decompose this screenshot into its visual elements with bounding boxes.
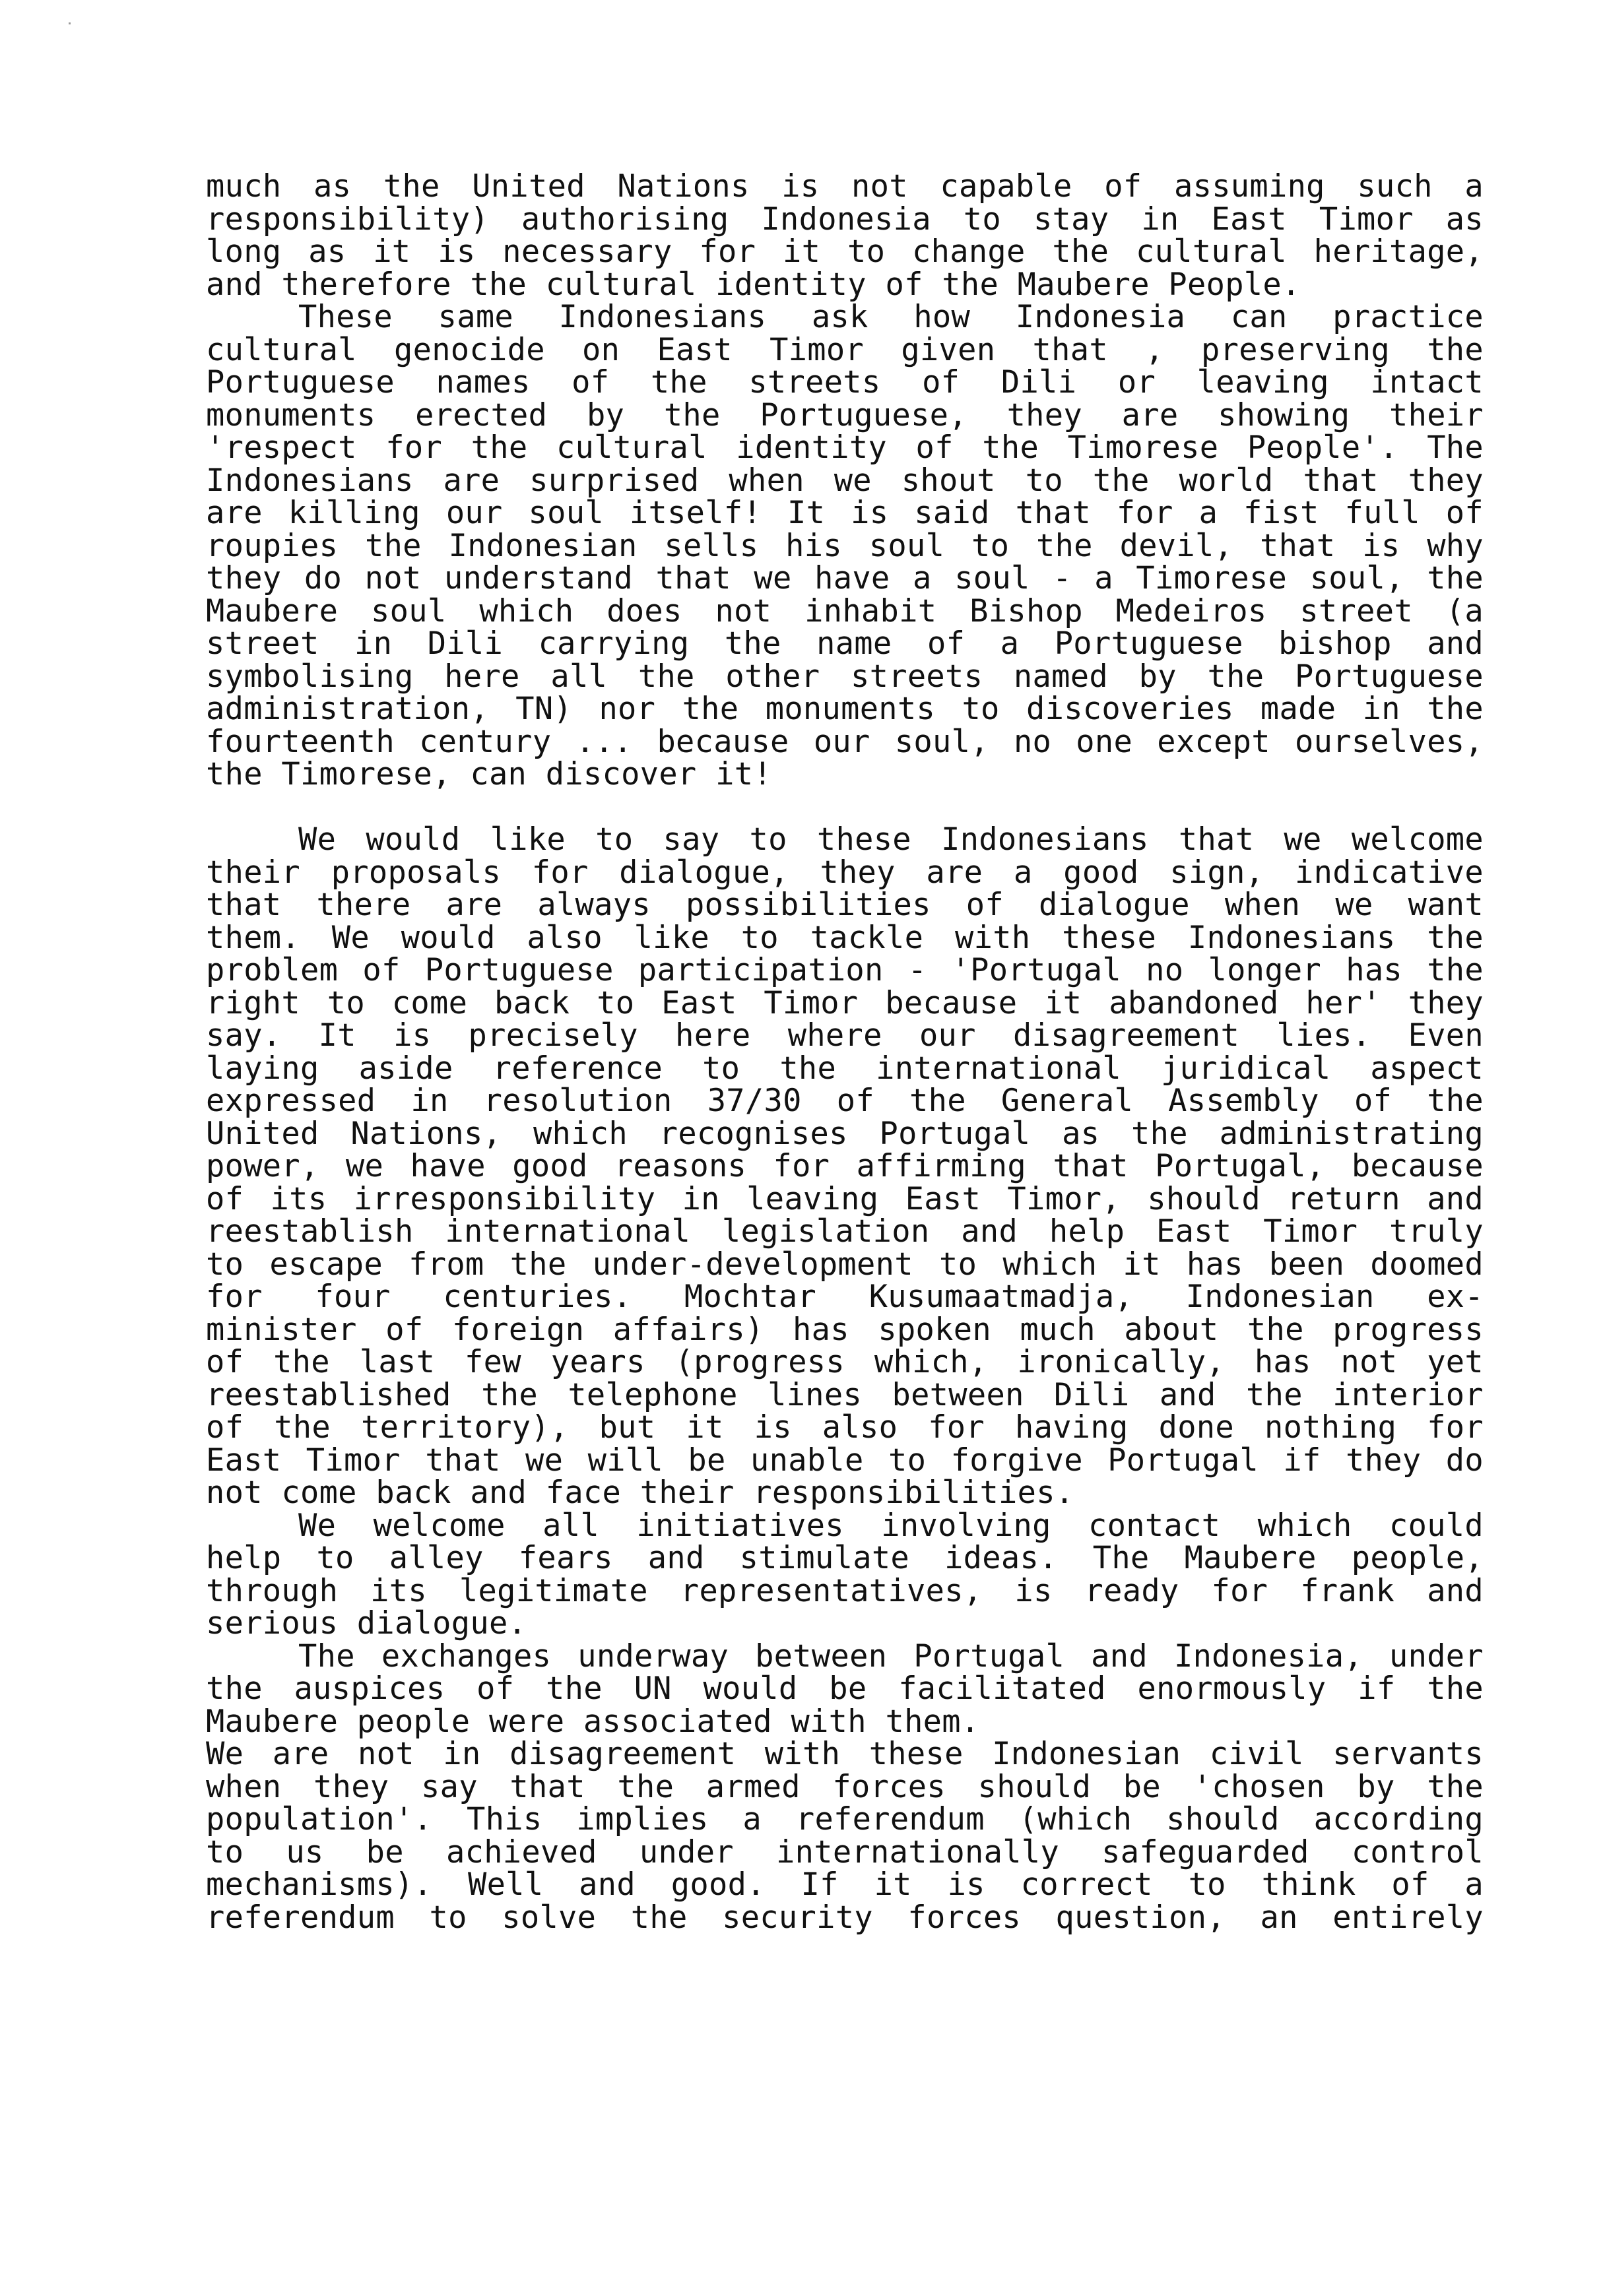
text-line: We are not in disagreement with these Indonesian civil servants: [206, 1736, 1484, 1772]
text-line: to us be achieved under internationally safeguarded control: [206, 1834, 1484, 1870]
text-line: say. It is precisely here where our disagreement lies. Even: [206, 1017, 1484, 1054]
text-line: help to alley fears and stimulate ideas. The Maubere people,: [206, 1540, 1484, 1576]
text-line: reestablish international legislation and help East Timor truly: [206, 1213, 1484, 1250]
paragraph: [206, 1640, 1484, 1738]
text-line: population'. This implies a referendum (which should according: [206, 1801, 1484, 1837]
text-line: cultural genocide on East Timor given that , preserving the: [206, 331, 1484, 368]
text-line: United Nations, which recognises Portugal as the administrating: [206, 1115, 1484, 1152]
text-line: Maubere people were associated with them.: [206, 1703, 980, 1740]
text-line: and therefore the cultural identity of the Maubere People.: [206, 266, 1301, 303]
text-line: We would like to say to these Indonesians that we welcome: [298, 821, 1484, 858]
text-line: much as the United Nations is not capable of assuming such a: [206, 168, 1484, 205]
text-line: when they say that the armed forces should be 'chosen by the: [206, 1768, 1484, 1805]
text-line: power, we have good reasons for affirming that Portugal, because: [206, 1148, 1484, 1184]
text-line: of the territory), but it is also for having done nothing for: [206, 1409, 1484, 1446]
paragraph: [206, 823, 1484, 1510]
text-line: fourteenth century ... because our soul, no one except ourselves,: [206, 723, 1484, 760]
text-line: roupies the Indonesian sells his soul to the devil, that is why: [206, 527, 1484, 564]
text-line: laying aside reference to the international juridical aspect: [206, 1050, 1484, 1087]
text-line: minister of foreign affairs) has spoken much about the progress: [206, 1311, 1484, 1348]
text-line: Portuguese names of the streets of Dili or leaving intact: [206, 364, 1484, 400]
text-line: 'respect for the cultural identity of the Timorese People'. The: [206, 430, 1484, 466]
text-line: them. We would also like to tackle with these Indonesians the: [206, 919, 1484, 956]
text-line: are killing our soul itself! It is said that for a fist full of: [206, 495, 1484, 531]
text-line: We welcome all initiatives involving contact which could: [298, 1507, 1484, 1544]
text-line: The exchanges underway between Portugal and Indonesia, under: [298, 1638, 1484, 1674]
text-line: East Timor that we will be unable to forgive Portugal if they do: [206, 1442, 1484, 1479]
paragraph-gap: [206, 791, 1484, 824]
text-line: Maubere soul which does not inhabit Bishop Medeiros street (a: [206, 592, 1484, 629]
text-line: monuments erected by the Portuguese, they are showing their: [206, 397, 1484, 433]
text-line: These same Indonesians ask how Indonesia can practice: [298, 299, 1484, 335]
text-line: the Timorese, can discover it!: [206, 756, 772, 792]
text-line: Indonesians are surprised when we shout to the world that they: [206, 462, 1484, 499]
text-line: problem of Portuguese participation - 'Portugal no longer has the: [206, 952, 1484, 988]
text-line: referendum to solve the security forces question, an entirely: [206, 1899, 1484, 1936]
text-line: of the last few years (progress which, ironically, has not yet: [206, 1344, 1484, 1380]
text-line: expressed in resolution 37/30 of the General Assembly of the: [206, 1083, 1484, 1119]
text-line: that there are always possibilities of dialogue when we want: [206, 887, 1484, 923]
text-line: administration, TN) nor the monuments to discoveries made in the: [206, 691, 1484, 727]
text-line: street in Dili carrying the name of a Portuguese bishop and: [206, 625, 1484, 662]
text-line: of its irresponsibility in leaving East Timor, should return and: [206, 1180, 1484, 1217]
paragraph: [206, 1507, 1484, 1642]
text-line: mechanisms). Well and good. If it is correct to think of a: [206, 1866, 1484, 1903]
text-line: to escape from the under-development to which it has been doomed: [206, 1246, 1484, 1283]
text-line: for four centuries. Mochtar Kusumaatmadja, Indonesian ex-: [206, 1279, 1484, 1315]
text-line: symbolising here all the other streets named by the Portuguese: [206, 658, 1484, 695]
document-body: [206, 170, 1484, 1934]
scan-speck: [69, 22, 71, 24]
text-line: their proposals for dialogue, they are a good sign, indicative: [206, 854, 1484, 891]
text-line: reestablished the telephone lines between Dili and the interior: [206, 1376, 1484, 1413]
text-line: right to come back to East Timor because it abandoned her' they: [206, 984, 1484, 1021]
paragraph: [206, 301, 1484, 791]
text-line: responsibility) authorising Indonesia to stay in East Timor as: [206, 201, 1484, 238]
text-line: they do not understand that we have a soul - a Timorese soul, the: [206, 560, 1484, 596]
text-line: the auspices of the UN would be facilitated enormously if the: [206, 1671, 1484, 1707]
text-line: through its legitimate representatives, is ready for frank and: [206, 1572, 1484, 1609]
text-line: long as it is necessary for it to change the cultural heritage,: [206, 234, 1484, 270]
paragraph: [206, 1738, 1484, 1934]
text-line: not come back and face their responsibilities.: [206, 1475, 1074, 1511]
paragraph: [206, 170, 1484, 301]
text-line: serious dialogue.: [206, 1605, 527, 1642]
